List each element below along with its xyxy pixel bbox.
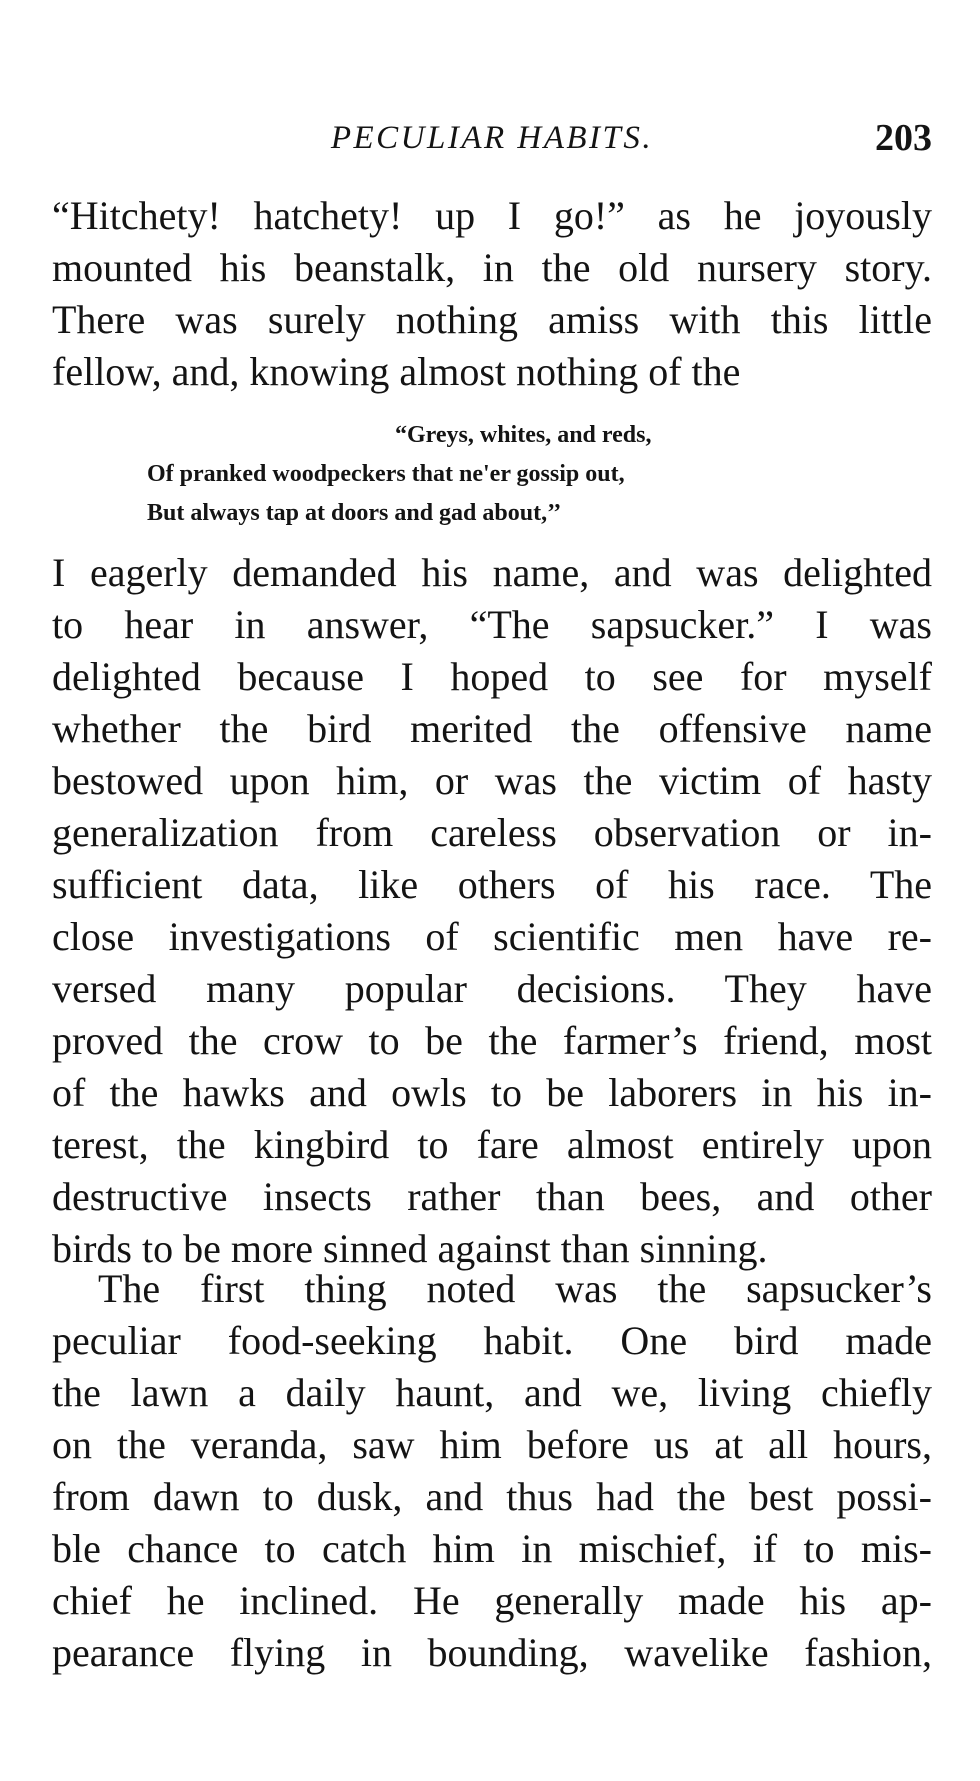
text-line: whether the bird merited the offensive name [52, 706, 932, 751]
paragraph-2 [52, 547, 932, 1275]
running-head [52, 113, 932, 163]
text-line: the lawn a daily haunt, and we, living chiefly [52, 1370, 932, 1415]
text-line: “Hitchety! hatchety! up I go!” as he joyously [52, 193, 932, 238]
text-line: mounted his beanstalk, in the old nursery story. [52, 245, 932, 290]
page-number: 203 [875, 117, 932, 159]
running-title: PECULIAR HABITS. [330, 120, 654, 156]
quote-line: Of pranked woodpeckers that ne'er gossip out, [147, 461, 625, 487]
verse-quote [147, 416, 807, 533]
text-line: I eagerly demanded his name, and was delighted [52, 550, 932, 595]
text-line: proved the crow to be the farmer’s friend, most [52, 1018, 932, 1063]
text-line: chief he inclined. He generally made his ap- [52, 1578, 932, 1623]
text-line: on the veranda, saw him before us at all hours, [52, 1422, 932, 1467]
text-line: bestowed upon him, or was the victim of hasty [52, 758, 932, 803]
text-line: close investigations of scientific men have re- [52, 914, 932, 959]
text-line: The first thing noted was the sapsucker’s [98, 1266, 932, 1311]
text-line: from dawn to dusk, and thus had the best possi- [52, 1474, 932, 1519]
quote-line: “Greys, whites, and reds, [395, 422, 652, 448]
paragraph-3 [52, 1263, 932, 1679]
text-line: generalization from careless observation or in- [52, 810, 932, 855]
text-line: of the hawks and owls to be laborers in his in- [52, 1070, 932, 1115]
text-line: pearance flying in bounding, wavelike fashion, [52, 1630, 932, 1675]
paragraph-1 [52, 190, 932, 398]
text-line: ble chance to catch him in mischief, if to mis- [52, 1526, 932, 1571]
text-line: fellow, and, knowing almost nothing of the [52, 349, 741, 394]
text-line: peculiar food-seeking habit. One bird made [52, 1318, 932, 1363]
text-line: birds to be more sinned against than sinning. [52, 1226, 768, 1271]
text-line: destructive insects rather than bees, and other [52, 1174, 932, 1219]
text-line: to hear in answer, “The sapsucker.” I was [52, 602, 932, 647]
text-line: There was surely nothing amiss with this little [52, 297, 932, 342]
text-line: versed many popular decisions. They have [52, 966, 932, 1011]
text-line: delighted because I hoped to see for myself [52, 654, 932, 699]
text-line: sufficient data, like others of his race. The [52, 862, 932, 907]
quote-line: But always tap at doors and gad about,’’ [147, 500, 562, 526]
text-line: terest, the kingbird to fare almost entirely upon [52, 1122, 932, 1167]
